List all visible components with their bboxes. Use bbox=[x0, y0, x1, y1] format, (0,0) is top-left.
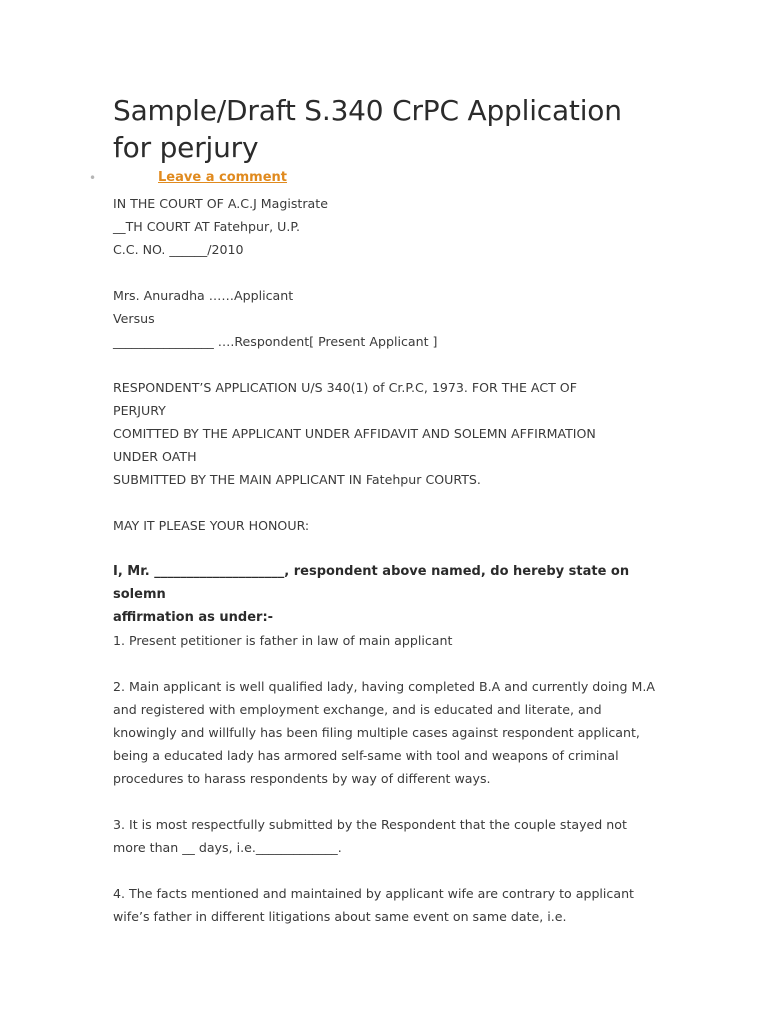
court-line-2: __TH COURT AT Fatehpur, U.P. bbox=[113, 219, 301, 234]
subject-line-1: RESPONDENT’S APPLICATION U/S 340(1) of Cr.P.C, 1973. FOR THE ACT OF bbox=[113, 380, 577, 395]
respondent-line: ________________ ….Respondent[ Present Applicant ] bbox=[113, 334, 438, 349]
post-meta bbox=[89, 170, 663, 192]
court-line-1: IN THE COURT OF A.C.J Magistrate bbox=[113, 196, 328, 211]
document-body bbox=[113, 192, 663, 928]
affirmation-line-2: solemn bbox=[113, 587, 166, 602]
affirmation-line-3: affirmation as under:- bbox=[113, 610, 274, 625]
subject-line-3: COMITTED BY THE APPLICANT UNDER AFFIDAVIT AND SOLEMN AFFIRMATION bbox=[113, 426, 596, 441]
point-3: 3. It is most respectfully submitted by the Respondent that the couple stayed not more than __ days, i.e._____________. bbox=[113, 817, 627, 855]
point-2: 2. Main applicant is well qualified lady, having completed B.A and currently doing M.A and registered with employment exchange, and is educated and literate, and knowingly and willfully has been filing multiple cases against respondent applicant, being a educated lady has armored self-same with tool and weapons of criminal procedures to harass respondents by way of different ways. bbox=[113, 679, 655, 786]
case-number-line: C.C. NO. ______/2010 bbox=[113, 242, 244, 257]
document-page bbox=[89, 92, 663, 928]
subject-line-4: UNDER OATH bbox=[113, 449, 197, 464]
salutation: MAY IT PLEASE YOUR HONOUR: bbox=[113, 518, 310, 533]
leave-comment-link[interactable]: Leave a comment bbox=[158, 170, 288, 185]
point-4: 4. The facts mentioned and maintained by applicant wife are contrary to applicant wife’s father in different litigations about same event on same date, i.e. bbox=[113, 886, 634, 924]
versus-line: Versus bbox=[113, 311, 155, 326]
subject-line-5: SUBMITTED BY THE MAIN APPLICANT IN Fatehpur COURTS. bbox=[113, 472, 481, 487]
affirmation-line-1: I, Mr. ____________________, respondent above named, do hereby state on bbox=[113, 564, 630, 579]
applicant-line: Mrs. Anuradha ……Applicant bbox=[113, 288, 294, 303]
subject-line-2: PERJURY bbox=[113, 403, 166, 418]
bullet-icon: • bbox=[89, 171, 97, 185]
point-1: 1. Present petitioner is father in law of main applicant bbox=[113, 633, 453, 648]
page-title: Sample/Draft S.340 CrPC Application for perjury bbox=[113, 94, 622, 164]
